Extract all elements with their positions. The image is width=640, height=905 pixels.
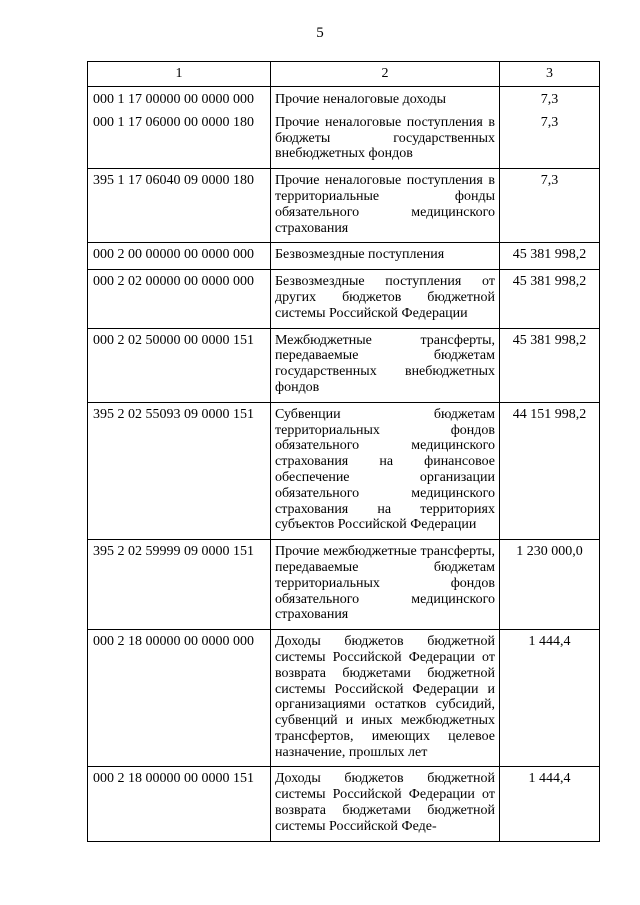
revenue-name-cell: Прочие неналоговые поступления в территориальные фонды обязательного медицинского страхования — [271, 169, 500, 243]
column-header-name: 2 — [271, 62, 500, 87]
table-row — [88, 767, 600, 841]
amount-cell: 7,3 — [500, 114, 600, 169]
amount-cell: 45 381 998,2 — [500, 270, 600, 328]
budget-code-cell: 000 2 18 00000 00 0000 000 — [88, 630, 271, 767]
revenue-name-cell: Доходы бюджетов бюджетной системы Российской Федерации от возврата бюджетами бюджетной системы Российской Феде- — [271, 767, 500, 841]
budget-code-cell: 000 1 17 00000 00 0000 000 — [88, 87, 271, 114]
amount-cell: 1 444,4 — [500, 630, 600, 767]
page-number: 5 — [316, 25, 324, 41]
budget-code-cell: 000 2 02 50000 00 0000 151 — [88, 328, 271, 402]
table-row — [88, 402, 600, 539]
amount-cell: 44 151 998,2 — [500, 402, 600, 539]
budget-code-cell: 395 1 17 06040 09 0000 180 — [88, 169, 271, 243]
table-row — [88, 328, 600, 402]
budget-code-cell: 000 2 02 00000 00 0000 000 — [88, 270, 271, 328]
table-row — [88, 169, 600, 243]
revenue-name-cell: Безвозмездные поступления от других бюджетов бюджетной системы Российской Федерации — [271, 270, 500, 328]
table-row — [88, 630, 600, 767]
budget-code-cell: 000 2 18 00000 00 0000 151 — [88, 767, 271, 841]
revenue-table — [87, 61, 600, 842]
amount-cell: 45 381 998,2 — [500, 243, 600, 270]
budget-code-cell: 000 1 17 06000 00 0000 180 — [88, 114, 271, 169]
budget-code-cell: 000 2 00 00000 00 0000 000 — [88, 243, 271, 270]
table-header-row — [88, 62, 600, 87]
table-row — [88, 540, 600, 630]
revenue-name-cell: Безвозмездные поступления — [271, 243, 500, 270]
amount-cell: 1 444,4 — [500, 767, 600, 841]
revenue-name-cell: Прочие неналоговые доходы — [271, 87, 500, 114]
budget-code-cell: 395 2 02 55093 09 0000 151 — [88, 402, 271, 539]
column-header-amount: 3 — [500, 62, 600, 87]
budget-code-cell: 395 2 02 59999 09 0000 151 — [88, 540, 271, 630]
table-row — [88, 87, 600, 114]
revenue-name-cell: Доходы бюджетов бюджетной системы Российской Федерации от возврата бюджетами бюджетной системы Российской Федерации и организациями остатков субсидий, субвенций и иных межбюджетных трансфертов, имеющих целевое назначение, прошлых лет — [271, 630, 500, 767]
revenue-name-cell: Прочие неналоговые поступления в бюджеты государственных внебюджетных фондов — [271, 114, 500, 169]
table-row — [88, 114, 600, 169]
amount-cell: 7,3 — [500, 87, 600, 114]
revenue-name-cell: Субвенции бюджетам территориальных фондов обязательного медицинского страхования на финансовое обеспечение организации обязательного медицинского страхования на территориях субъектов Российской Федерации — [271, 402, 500, 539]
revenue-name-cell: Межбюджетные трансферты, передаваемые бюджетам государственных внебюджетных фондов — [271, 328, 500, 402]
amount-cell: 45 381 998,2 — [500, 328, 600, 402]
table-row — [88, 270, 600, 328]
column-header-code: 1 — [88, 62, 271, 87]
amount-cell: 1 230 000,0 — [500, 540, 600, 630]
amount-cell: 7,3 — [500, 169, 600, 243]
revenue-name-cell: Прочие межбюджетные трансферты, передаваемые бюджетам территориальных фондов обязательного медицинского страхования — [271, 540, 500, 630]
table-row — [88, 243, 600, 270]
